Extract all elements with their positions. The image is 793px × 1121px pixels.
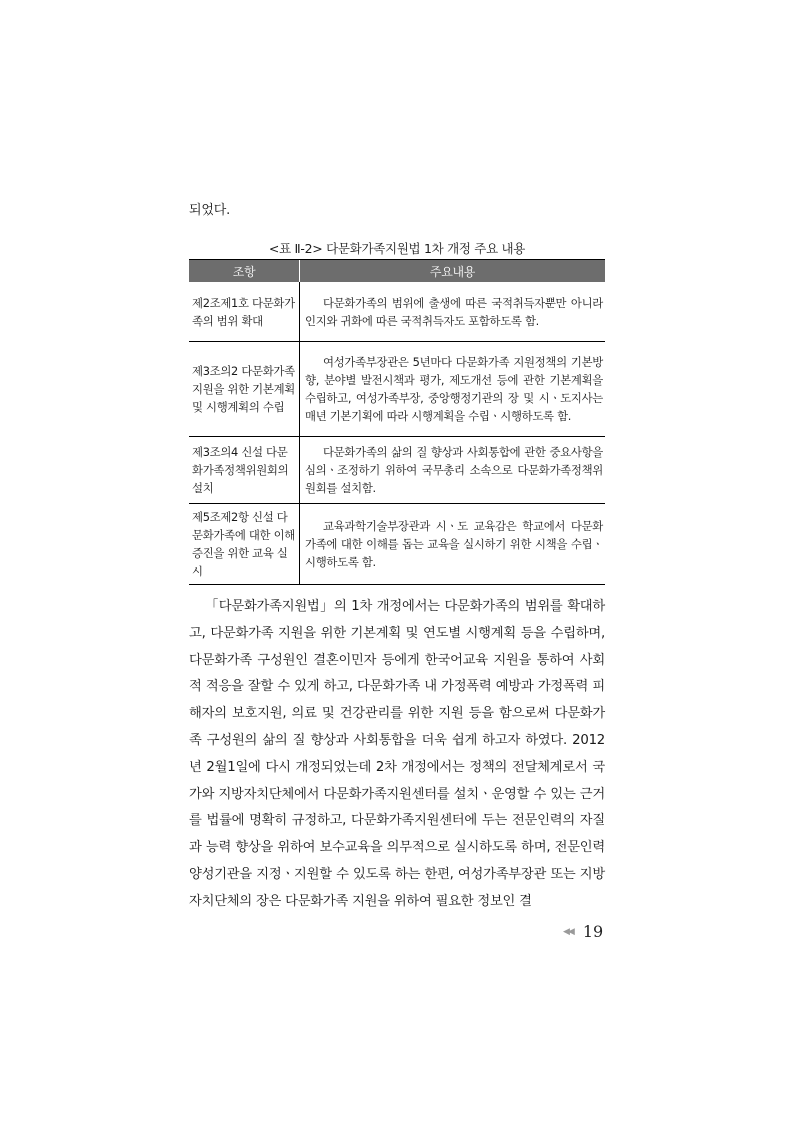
content-cell (300, 282, 606, 342)
content-cell (300, 342, 606, 437)
table-row (189, 342, 605, 437)
header-content: 주요내용 (300, 260, 606, 283)
header-article: 조항 (189, 260, 300, 283)
page-footer (563, 922, 603, 941)
content-cell (300, 504, 606, 585)
table-row (189, 437, 605, 504)
table-caption: <표 Ⅱ-2> 다문화가족지원법 1차 개정 주요 내용 (268, 241, 526, 256)
content-text: 다문화가족의 삶의 질 향상과 사회통합에 관한 중요사항을 심의ㆍ조정하기 위하여 국무총리 소속으로 다문화가족정책위원회를 설치함. (305, 445, 603, 495)
article-cell: 제3조의2 다문화가족 지원을 위한 기본계획 및 시행계획의 수립 (189, 342, 300, 437)
table-row (189, 504, 605, 585)
table-row (189, 282, 605, 342)
body-paragraph: 「다문화가족지원법」의 1차 개정에서는 다문화가족의 범위를 확대하고, 다문화가족 지원을 위한 기본계획 및 연도별 시행계획 등을 수립하며, 다문화가족 구성원인 결혼이민자 등에게 한국어교육 지원을 통하여 사회적 적응을 잘할 수 있게 하고, 다문화가족 내 가정폭력 예방과 가정폭력 피해자의 보호지원, 의료 및 건강관리를 위한 지원 등을 함으로써 다문화가족 구성원의 삶의 질 향상과 사회통합을 더욱 쉽게 하고자 하였다. 2012년 2월1일에 다시 개정되었는데 2차 개정에서는 정책의 전달체계로서 국가와 지방자치단체에서 다문화가족지원센터를 설치ㆍ운영할 수 있는 근거를 법률에 명확히 규정하고, 다문화가족지원센터에 두는 전문인력의 자질과 능력 향상을 위하여 보수교육을 의무적으로 실시하도록 하며, 전문인력 양성기관을 지정ㆍ지원할 수 있도록 하는 한편, 여성가족부장관 또는 지방자치단체의 장은 다문화가족 지원을 위하여 필요한 정보인 결 (189, 599, 605, 909)
article-cell: 제2조제1호 다문화가족의 범위 확대 (189, 282, 300, 342)
article-cell: 제5조제2항 신설 다문화가족에 대한 이해 증진을 위한 교육 실시 (189, 504, 300, 585)
law-amendment-table (189, 259, 605, 585)
content-text: 교육과학기술부장관과 시ㆍ도 교육감은 학교에서 다문화가족에 대한 이해를 돕는 교육을 실시하기 위한 시책을 수립ㆍ시행하도록 함. (305, 519, 603, 569)
lead-text: 되었다. (189, 203, 231, 218)
content-text: 다문화가족의 범위에 출생에 따른 국적취득자뿐만 아니라 인지와 귀화에 따른 국적취득자도 포함하도록 함. (305, 295, 603, 328)
content-cell (300, 437, 606, 504)
page-number: 19 (582, 922, 604, 941)
content-text: 여성가족부장관은 5년마다 다문화가족 지원정책의 기본방향, 분야별 발전시책과 평가, 제도개선 등에 관한 기본계획을 수립하고, 여성가족부장, 중앙행정기관의 장 및 시ㆍ도지사는 매년 기본기획에 따라 시행계획을 수립ㆍ시행하도록 함. (305, 355, 603, 423)
table-header-row (189, 260, 605, 283)
article-cell: 제3조의4 신설 다문화가족정책위원회의 설치 (189, 437, 300, 504)
double-arrow-left-icon: ◀◀ (563, 926, 573, 937)
